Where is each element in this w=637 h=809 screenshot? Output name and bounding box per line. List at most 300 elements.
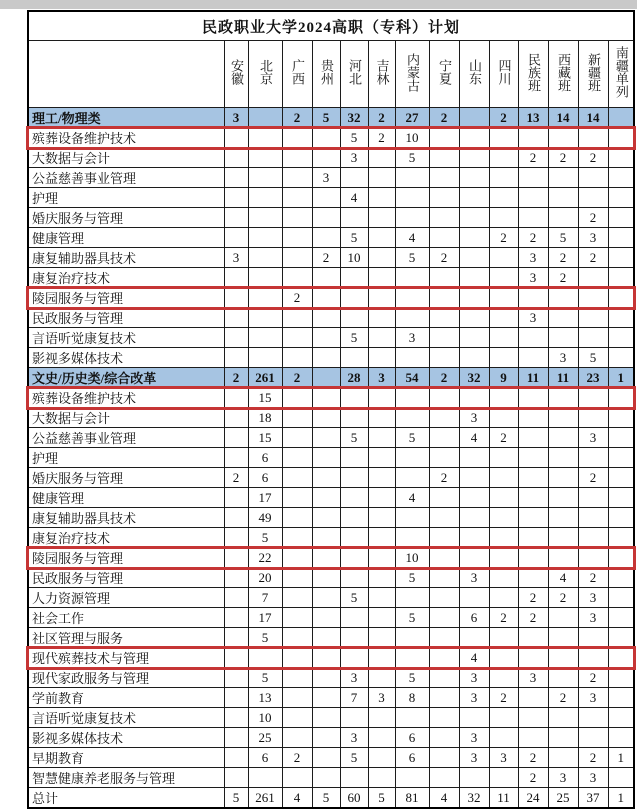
data-cell: 2: [368, 108, 395, 128]
program-label: 社区管理与服务: [28, 628, 224, 648]
data-cell: [608, 348, 634, 368]
data-cell: [248, 348, 282, 368]
data-cell: [340, 408, 368, 428]
data-cell: [489, 308, 518, 328]
data-cell: [578, 548, 608, 568]
data-cell: [489, 448, 518, 468]
data-cell: [489, 268, 518, 288]
column-header-label: 河北: [347, 59, 363, 85]
data-cell: [368, 248, 395, 268]
data-cell: 2: [489, 428, 518, 448]
data-cell: [578, 648, 608, 668]
data-cell: [429, 428, 459, 448]
data-cell: 3: [578, 608, 608, 628]
data-cell: [368, 308, 395, 328]
column-header: [224, 41, 248, 108]
section-label: 理工/物理类: [28, 108, 224, 128]
data-cell: [518, 728, 548, 748]
table-row: [28, 128, 634, 148]
column-header-label: 新疆班: [586, 52, 602, 92]
data-cell: [518, 328, 548, 348]
data-cell: [489, 628, 518, 648]
data-cell: [429, 708, 459, 728]
data-cell: [312, 488, 340, 508]
data-cell: [429, 448, 459, 468]
data-cell: 18: [248, 408, 282, 428]
data-cell: 10: [248, 708, 282, 728]
data-cell: [429, 148, 459, 168]
data-cell: [224, 288, 248, 308]
data-cell: [248, 228, 282, 248]
data-cell: 4: [459, 428, 489, 448]
data-cell: [578, 388, 608, 408]
data-cell: 7: [340, 688, 368, 708]
data-cell: 2: [518, 148, 548, 168]
table-row: [28, 608, 634, 628]
data-cell: [282, 728, 312, 748]
data-cell: [608, 588, 634, 608]
data-cell: [282, 588, 312, 608]
data-cell: 3: [578, 768, 608, 788]
data-cell: [548, 708, 578, 728]
data-cell: [248, 248, 282, 268]
data-cell: [368, 648, 395, 668]
data-cell: [368, 188, 395, 208]
data-cell: [608, 148, 634, 168]
data-cell: [340, 388, 368, 408]
data-cell: [459, 248, 489, 268]
data-cell: [224, 768, 248, 788]
program-label: 总计: [28, 788, 224, 809]
data-cell: [459, 168, 489, 188]
data-cell: [429, 328, 459, 348]
data-cell: 5: [340, 588, 368, 608]
data-cell: [368, 268, 395, 288]
data-cell: [312, 708, 340, 728]
data-cell: 2: [578, 208, 608, 228]
program-label: 影视多媒体技术: [28, 728, 224, 748]
data-cell: [489, 588, 518, 608]
data-cell: [459, 768, 489, 788]
program-label: 民政服务与管理: [28, 308, 224, 328]
program-label: 婚庆服务与管理: [28, 208, 224, 228]
data-cell: [340, 708, 368, 728]
data-cell: [395, 648, 429, 668]
data-cell: [340, 448, 368, 468]
data-cell: 3: [459, 568, 489, 588]
data-cell: [312, 528, 340, 548]
program-label: 公益慈善事业管理: [28, 168, 224, 188]
data-cell: [459, 128, 489, 148]
program-label: 婚庆服务与管理: [28, 468, 224, 488]
data-cell: [224, 188, 248, 208]
data-cell: 6: [248, 448, 282, 468]
data-cell: 5: [578, 348, 608, 368]
data-cell: [429, 388, 459, 408]
column-header-label: 四川: [496, 59, 512, 85]
data-cell: 2: [489, 688, 518, 708]
data-cell: [608, 248, 634, 268]
data-cell: 4: [395, 228, 429, 248]
data-cell: 6: [459, 608, 489, 628]
data-cell: [368, 488, 395, 508]
data-cell: [459, 548, 489, 568]
data-cell: [518, 648, 548, 668]
data-cell: [548, 548, 578, 568]
data-cell: [395, 528, 429, 548]
data-cell: [459, 268, 489, 288]
program-label: 智慧健康养老服务与管理: [28, 768, 224, 788]
data-cell: [395, 508, 429, 528]
data-cell: 5: [395, 608, 429, 628]
data-cell: [312, 408, 340, 428]
table-row: [28, 508, 634, 528]
column-header: [578, 41, 608, 108]
data-cell: [489, 148, 518, 168]
data-cell: [578, 268, 608, 288]
program-label: 健康管理: [28, 488, 224, 508]
section-header-row: [28, 368, 634, 388]
data-cell: [578, 448, 608, 468]
corner-cell: [28, 41, 224, 108]
data-cell: [312, 648, 340, 668]
data-cell: [224, 568, 248, 588]
data-cell: [548, 448, 578, 468]
data-cell: 27: [395, 108, 429, 128]
table-row: [28, 428, 634, 448]
data-cell: [282, 628, 312, 648]
data-cell: [282, 568, 312, 588]
data-cell: [489, 528, 518, 548]
data-cell: [548, 188, 578, 208]
column-header-label: 民族班: [526, 52, 542, 92]
data-cell: [518, 488, 548, 508]
data-cell: [489, 548, 518, 568]
data-cell: [548, 668, 578, 688]
data-cell: 3: [459, 688, 489, 708]
data-cell: [429, 548, 459, 568]
data-cell: [578, 168, 608, 188]
data-cell: 3: [578, 588, 608, 608]
data-cell: 3: [578, 428, 608, 448]
table-row: [28, 228, 634, 248]
program-label: 康复治疗技术: [28, 528, 224, 548]
data-cell: 37: [578, 788, 608, 809]
table-row: [28, 628, 634, 648]
program-label: 大数据与会计: [28, 148, 224, 168]
data-cell: [489, 388, 518, 408]
data-cell: 2: [548, 248, 578, 268]
data-cell: 5: [340, 428, 368, 448]
table-row: [28, 648, 634, 668]
data-cell: [489, 648, 518, 668]
data-cell: [548, 408, 578, 428]
data-cell: [489, 348, 518, 368]
data-cell: [368, 348, 395, 368]
data-cell: 32: [459, 368, 489, 388]
data-cell: 13: [248, 688, 282, 708]
program-label: 人力资源管理: [28, 588, 224, 608]
data-cell: 11: [489, 788, 518, 809]
column-header: [518, 41, 548, 108]
data-cell: 5: [340, 228, 368, 248]
data-cell: [429, 488, 459, 508]
data-cell: [312, 208, 340, 228]
data-cell: [340, 348, 368, 368]
program-label: 康复辅助器具技术: [28, 508, 224, 528]
data-cell: [368, 288, 395, 308]
data-cell: 32: [340, 108, 368, 128]
data-cell: [368, 548, 395, 568]
data-cell: 1: [608, 788, 634, 809]
data-cell: 54: [395, 368, 429, 388]
data-cell: [368, 388, 395, 408]
data-cell: [312, 688, 340, 708]
table-row: [28, 268, 634, 288]
data-cell: [548, 648, 578, 668]
column-header-label: 吉林: [374, 59, 390, 85]
data-cell: [395, 348, 429, 368]
column-header: [282, 41, 312, 108]
data-cell: [608, 488, 634, 508]
data-cell: [248, 108, 282, 128]
program-label: 康复治疗技术: [28, 268, 224, 288]
data-cell: 3: [340, 148, 368, 168]
data-cell: 5: [340, 128, 368, 148]
data-cell: [224, 348, 248, 368]
data-cell: [340, 488, 368, 508]
data-cell: [459, 108, 489, 128]
data-cell: [489, 708, 518, 728]
data-cell: [224, 748, 248, 768]
data-cell: 81: [395, 788, 429, 809]
data-cell: [368, 168, 395, 188]
data-cell: [312, 388, 340, 408]
data-cell: [224, 328, 248, 348]
data-cell: [312, 308, 340, 328]
table-row: [28, 548, 634, 568]
data-cell: 3: [578, 688, 608, 708]
data-cell: [459, 288, 489, 308]
data-cell: [224, 708, 248, 728]
data-cell: [224, 528, 248, 548]
data-cell: 2: [548, 268, 578, 288]
data-cell: [368, 668, 395, 688]
data-cell: [578, 308, 608, 328]
data-cell: [248, 208, 282, 228]
data-cell: [312, 548, 340, 568]
data-cell: 8: [395, 688, 429, 708]
data-cell: [489, 328, 518, 348]
data-cell: 10: [395, 128, 429, 148]
data-cell: 5: [248, 628, 282, 648]
data-cell: [548, 728, 578, 748]
data-cell: [459, 188, 489, 208]
data-cell: [312, 668, 340, 688]
data-cell: 5: [312, 788, 340, 809]
data-cell: 2: [578, 468, 608, 488]
data-cell: [459, 528, 489, 548]
data-cell: [429, 568, 459, 588]
data-cell: [518, 528, 548, 548]
data-cell: [489, 468, 518, 488]
data-cell: [282, 648, 312, 668]
data-cell: [395, 708, 429, 728]
data-cell: 11: [548, 368, 578, 388]
page-title: 民政职业大学2024高职（专科）计划: [28, 11, 634, 41]
data-cell: 6: [395, 748, 429, 768]
data-cell: [224, 128, 248, 148]
data-cell: [459, 448, 489, 468]
data-cell: 10: [395, 548, 429, 568]
program-label: 社会工作: [28, 608, 224, 628]
data-cell: [518, 548, 548, 568]
data-cell: [578, 628, 608, 648]
data-cell: [429, 288, 459, 308]
data-cell: [368, 468, 395, 488]
data-cell: [459, 588, 489, 608]
program-label: 殡葬设备维护技术: [28, 128, 224, 148]
data-cell: [518, 448, 548, 468]
data-cell: 4: [340, 188, 368, 208]
data-cell: [578, 508, 608, 528]
data-cell: [489, 188, 518, 208]
data-cell: [429, 588, 459, 608]
data-cell: [312, 468, 340, 488]
data-cell: [282, 128, 312, 148]
data-cell: [395, 388, 429, 408]
program-label: 护理: [28, 448, 224, 468]
data-cell: [489, 568, 518, 588]
program-label: 公益慈善事业管理: [28, 428, 224, 448]
column-header: [489, 41, 518, 108]
data-cell: [608, 548, 634, 568]
data-cell: [368, 588, 395, 608]
column-header: [459, 41, 489, 108]
data-cell: [224, 388, 248, 408]
data-cell: [248, 148, 282, 168]
data-cell: 25: [248, 728, 282, 748]
table-row: [28, 488, 634, 508]
program-label: 早期教育: [28, 748, 224, 768]
data-cell: 2: [489, 228, 518, 248]
data-cell: [224, 648, 248, 668]
table-row: [28, 668, 634, 688]
data-cell: 5: [548, 228, 578, 248]
column-header: [395, 41, 429, 108]
data-cell: 2: [489, 608, 518, 628]
data-cell: [518, 688, 548, 708]
data-cell: [608, 768, 634, 788]
data-cell: [608, 688, 634, 708]
data-cell: [608, 668, 634, 688]
data-cell: [548, 628, 578, 648]
data-cell: [368, 768, 395, 788]
data-cell: [368, 528, 395, 548]
data-cell: [429, 668, 459, 688]
data-cell: [282, 268, 312, 288]
section-header-row: [28, 108, 634, 128]
data-cell: [312, 608, 340, 628]
table-row: [28, 688, 634, 708]
data-cell: [224, 308, 248, 328]
data-cell: [489, 508, 518, 528]
data-cell: [429, 648, 459, 668]
data-cell: [224, 408, 248, 428]
data-cell: [578, 708, 608, 728]
data-cell: 15: [248, 388, 282, 408]
data-cell: [608, 268, 634, 288]
data-cell: [548, 128, 578, 148]
data-cell: [489, 488, 518, 508]
data-cell: 23: [578, 368, 608, 388]
data-cell: [608, 608, 634, 628]
data-cell: 2: [224, 368, 248, 388]
data-cell: [340, 288, 368, 308]
data-cell: [248, 128, 282, 148]
table-row: [28, 308, 634, 328]
data-cell: 3: [368, 368, 395, 388]
data-cell: [548, 168, 578, 188]
column-header-label: 安徽: [229, 59, 245, 85]
data-cell: [248, 268, 282, 288]
data-cell: [518, 468, 548, 488]
data-cell: [282, 528, 312, 548]
data-cell: [429, 168, 459, 188]
data-cell: [340, 568, 368, 588]
data-cell: 15: [248, 428, 282, 448]
data-cell: 5: [312, 108, 340, 128]
data-cell: [608, 328, 634, 348]
data-cell: [282, 228, 312, 248]
data-cell: [224, 428, 248, 448]
data-cell: [548, 508, 578, 528]
data-cell: [395, 468, 429, 488]
data-cell: [224, 688, 248, 708]
program-label: 殡葬设备维护技术: [28, 388, 224, 408]
data-cell: 24: [518, 788, 548, 809]
data-cell: [395, 308, 429, 328]
data-cell: 3: [459, 668, 489, 688]
data-cell: 2: [578, 668, 608, 688]
table-row: [28, 288, 634, 308]
data-cell: [489, 208, 518, 228]
data-cell: [368, 148, 395, 168]
data-cell: [368, 708, 395, 728]
data-cell: [429, 608, 459, 628]
data-cell: [395, 448, 429, 468]
data-cell: [459, 708, 489, 728]
data-cell: 4: [282, 788, 312, 809]
data-cell: [548, 388, 578, 408]
data-cell: [312, 768, 340, 788]
data-cell: [395, 588, 429, 608]
data-cell: 4: [459, 648, 489, 668]
data-cell: 49: [248, 508, 282, 528]
column-header-label: 宁夏: [437, 59, 453, 85]
data-cell: [489, 128, 518, 148]
data-cell: 5: [395, 428, 429, 448]
data-cell: 25: [548, 788, 578, 809]
data-cell: [518, 568, 548, 588]
data-cell: [489, 288, 518, 308]
data-cell: [248, 308, 282, 328]
data-cell: 2: [578, 748, 608, 768]
data-cell: [282, 548, 312, 568]
data-cell: 2: [578, 148, 608, 168]
column-header-label: 贵州: [319, 59, 335, 85]
data-cell: [395, 288, 429, 308]
